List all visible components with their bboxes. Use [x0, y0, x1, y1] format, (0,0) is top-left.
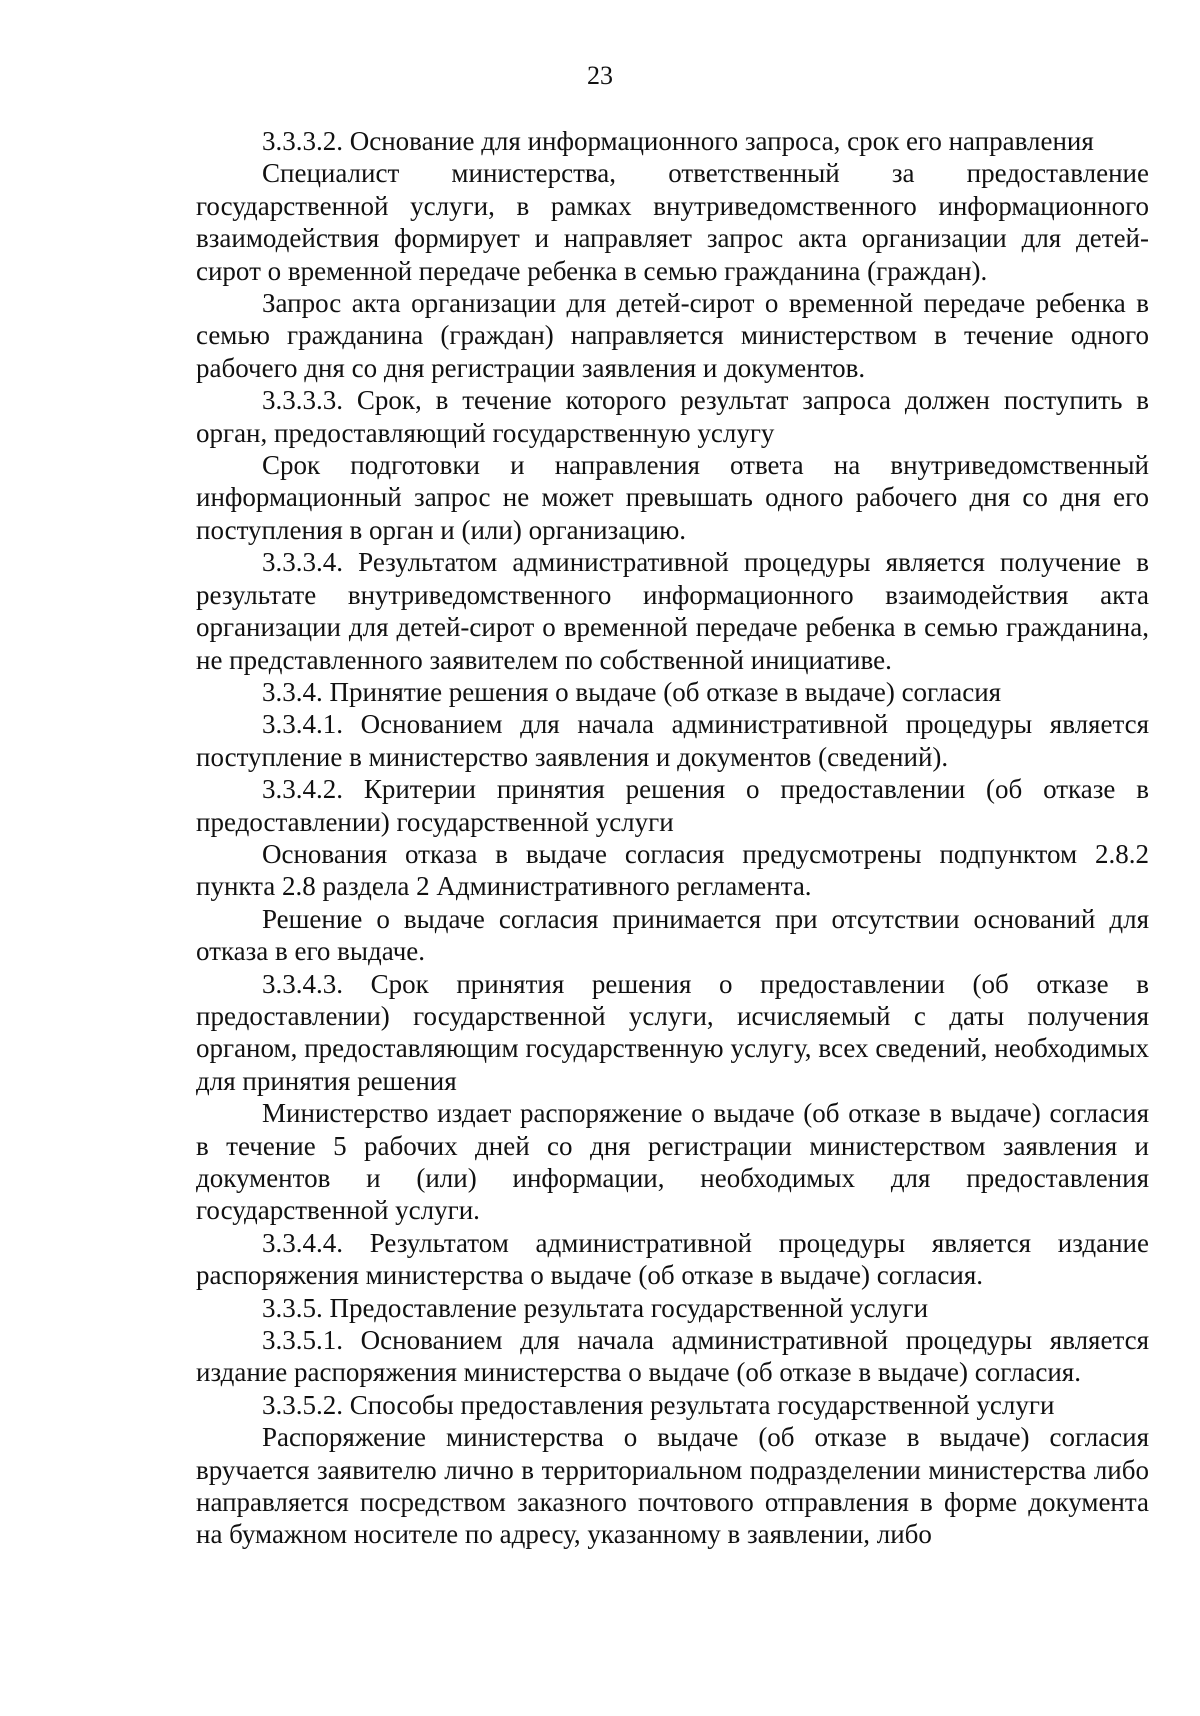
paragraph-3-3-3-4: 3.3.3.4. Результатом административной процедуры является получение в результате внутриведомственного информационного взаимодействия акта организации для детей-сирот о временной передаче ребенка в семью гражданина, не представленного заявителем по собственной инициативе.	[196, 547, 1149, 675]
paragraph-3-3-3-3-heading: 3.3.3.3. Срок, в течение которого результат запроса должен поступить в орган, предоставляющий государственную услугу	[196, 385, 1149, 448]
paragraph-delivery-methods: Распоряжение министерства о выдаче (об отказе в выдаче) согласия вручается заявителю лично в территориальном подразделении министерства либо направляется посредством заказного почтового отправления в форме документа на бумажном носителе по адресу, указанному в заявлении, либо	[196, 1422, 1149, 1550]
paragraph-response-term: Срок подготовки и направления ответа на внутриведомственный информационный запрос не может превышать одного рабочего дня со дня его поступления в орган и (или) организацию.	[196, 450, 1149, 545]
document-body	[196, 125, 1149, 1551]
paragraph-ministry-order: Министерство издает распоряжение о выдаче (об отказе в выдаче) согласия в течение 5 рабочих дней со дня регистрации министерством заявления и документов и (или) информации, необходимых для предоставления государственной услуги.	[196, 1098, 1149, 1226]
paragraph-3-3-3-2-heading: 3.3.3.2. Основание для информационного запроса, срок его направления	[262, 126, 1094, 156]
page-number: 23	[587, 61, 613, 90]
paragraph-request-deadline: Запрос акта организации для детей-сирот о временной передаче ребенка в семью гражданина (граждан) направляется министерством в течение одного рабочего дня со дня регистрации заявления и документов.	[196, 288, 1149, 383]
paragraph-3-3-4-heading: 3.3.4. Принятие решения о выдаче (об отказе в выдаче) согласия	[262, 676, 1002, 707]
paragraph-3-3-4-2-heading: 3.3.4.2. Критерии принятия решения о предоставлении (об отказе в предоставлении) государственной услуги	[196, 774, 1149, 837]
paragraph-3-3-5-2-heading: 3.3.5.2. Способы предоставления результата государственной услуги	[262, 1389, 1055, 1420]
paragraph-3-3-4-3-heading: 3.3.4.3. Срок принятия решения о предоставлении (об отказе в предоставлении) государственной услуги, исчисляемый с даты получения органом, предоставляющим государственную услугу, всех сведений, необходимых для принятия решения	[196, 968, 1149, 1096]
paragraph-specialist-request: Специалист министерства, ответственный за предоставление государственной услуги, в рамках внутриведомственного информационного взаимодействия формирует и направляет запрос акта организации для детей-сирот о временной передаче ребенка в семью гражданина (граждан).	[196, 158, 1149, 286]
paragraph-refusal-grounds: Основания отказа в выдаче согласия предусмотрены подпунктом 2.8.2 пункта 2.8 раздела 2 Административного регламента.	[196, 838, 1149, 902]
paragraph-3-3-5-1: 3.3.5.1. Основанием для начала административной процедуры является издание распоряжения министерства о выдаче (об отказе в выдаче) согласия.	[196, 1325, 1149, 1388]
paragraph-3-3-5-heading: 3.3.5. Предоставление результата государственной услуги	[262, 1292, 929, 1323]
paragraph-consent-decision: Решение о выдаче согласия принимается при отсутствии оснований для отказа в его выдаче.	[196, 903, 1149, 967]
paragraph-3-3-4-1: 3.3.4.1. Основанием для начала административной процедуры является поступление в министерство заявления и документов (сведений).	[196, 709, 1149, 772]
paragraph-3-3-4-4: 3.3.4.4. Результатом административной процедуры является издание распоряжения министерства о выдаче (об отказе в выдаче) согласия.	[196, 1227, 1149, 1291]
